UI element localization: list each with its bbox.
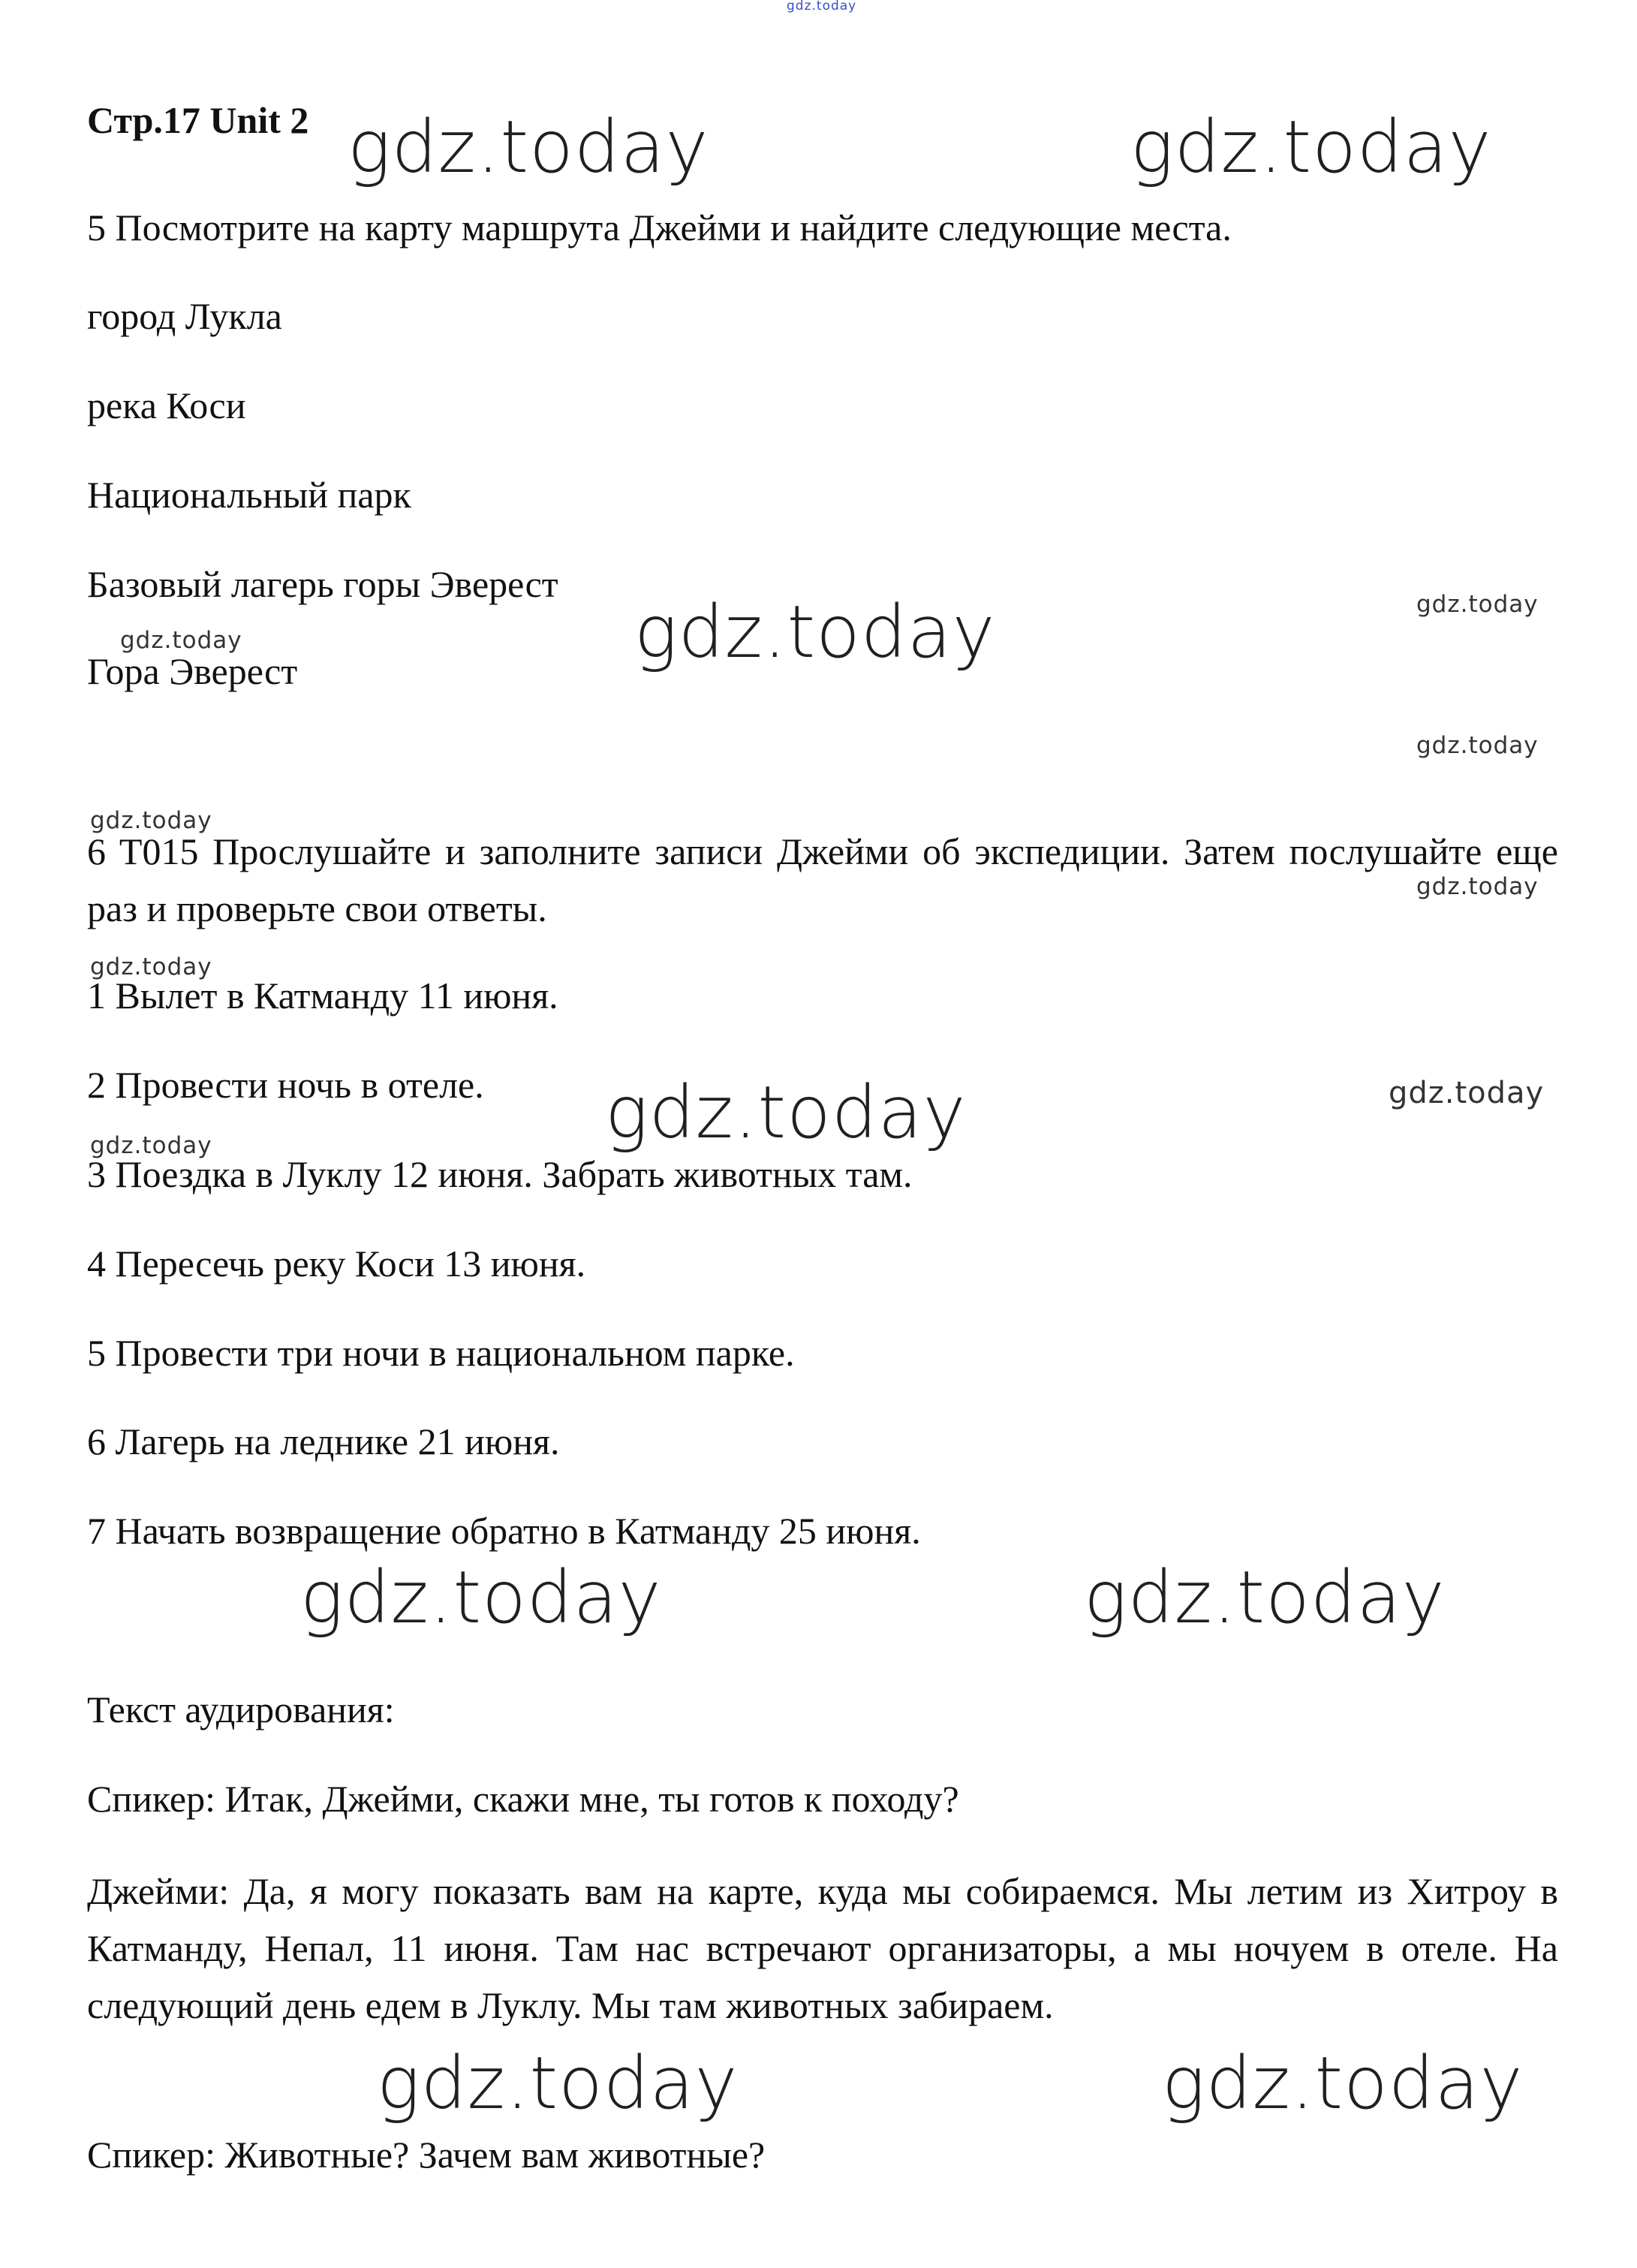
- watermark: gdz.today: [90, 807, 212, 834]
- transcript-line: Джейми: Да, я могу показать вам на карте, куда мы собираемся. Мы летим из Хитроу в Катманду, Непал, 11 июня. Там нас встречают организаторы, а мы ночуем в отеле. На следующий день едем в Луклу. Мы там животных забираем.: [87, 1870, 1558, 2026]
- task6-item: 3 Поездка в Луклу 12 июня. Забрать животных там.: [87, 1153, 913, 1195]
- task6-item: 1 Вылет в Катманду 11 июня.: [87, 974, 558, 1017]
- watermark: gdz.today: [1130, 105, 1492, 189]
- place-item: река Коси: [87, 384, 246, 426]
- watermark: gdz.today: [120, 627, 242, 654]
- task6-item: 5 Провести три ночи в национальном парке.: [87, 1332, 795, 1374]
- place-item: Гора Эверест: [87, 650, 298, 692]
- transcript-line: Спикер: Итак, Джейми, скажи мне, ты готов к походу?: [87, 1778, 959, 1820]
- place-item: город Лукла: [87, 295, 282, 337]
- watermark: gdz.today: [1162, 2041, 1524, 2125]
- place-item: Национальный парк: [87, 474, 411, 516]
- watermark: gdz.today: [1389, 1076, 1545, 1110]
- watermark: gdz.today: [634, 590, 996, 674]
- watermark: gdz.today: [377, 2041, 739, 2125]
- task6-item: 6 Лагерь на леднике 21 июня.: [87, 1420, 560, 1462]
- task5-heading: 5 Посмотрите на карту маршрута Джейми и найдите следующие места.: [87, 206, 1232, 248]
- watermark: gdz.today: [1416, 591, 1539, 618]
- watermark: gdz.today: [90, 953, 212, 980]
- task6-heading: 6 T015 Прослушайте и заполните записи Джейми об экспедиции. Затем послушайте еще раз и проверьте свои ответы.: [87, 830, 1558, 929]
- task6-item: 7 Начать возвращение обратно в Катманду 25 июня.: [87, 1510, 921, 1552]
- watermark: gdz.today: [1084, 1556, 1446, 1640]
- watermark: gdz.today: [605, 1071, 967, 1155]
- watermark-top: gdz.today: [787, 0, 857, 14]
- watermark: gdz.today: [300, 1556, 662, 1640]
- page-title: Стр.17 Unit 2: [87, 99, 309, 141]
- place-item: Базовый лагерь горы Эверест: [87, 563, 558, 605]
- transcript-heading: Текст аудирования:: [87, 1688, 395, 1730]
- task6-item: 4 Пересечь реку Коси 13 июня.: [87, 1242, 586, 1285]
- task6-item: 2 Провести ночь в отеле.: [87, 1064, 484, 1106]
- watermark: gdz.today: [348, 105, 709, 189]
- watermark: gdz.today: [1416, 873, 1539, 900]
- transcript-line: Спикер: Животные? Зачем вам животные?: [87, 2134, 766, 2176]
- watermark: gdz.today: [1416, 732, 1539, 759]
- watermark: gdz.today: [90, 1132, 212, 1159]
